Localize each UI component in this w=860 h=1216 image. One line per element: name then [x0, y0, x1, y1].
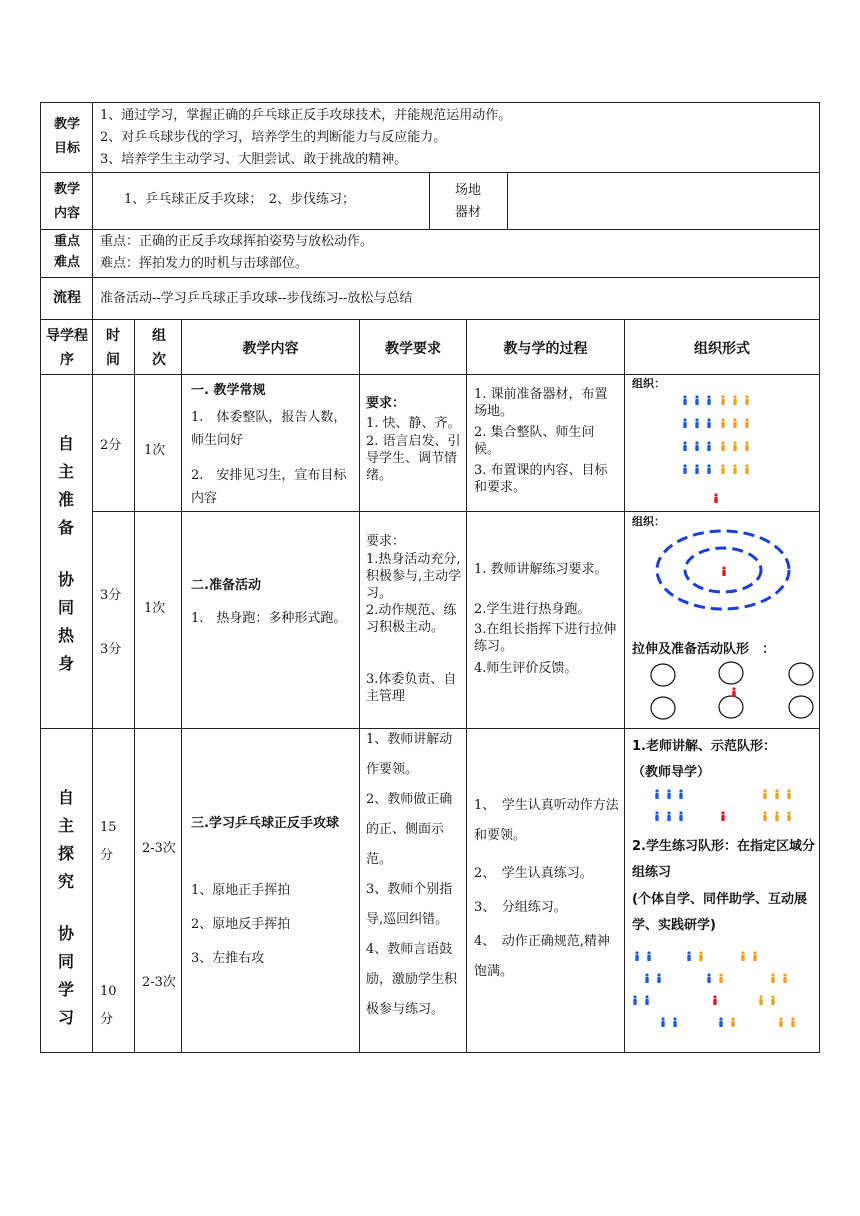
- student-blue-icon: [707, 395, 710, 405]
- student-orange-icon: [783, 973, 786, 983]
- stage1-row2-process-2: 2.学生进行热身跑。: [474, 602, 591, 617]
- stage1-program: 自主准备: [57, 434, 74, 537]
- student-orange-icon: [771, 973, 774, 983]
- stage1-row1-process-3: 3. 布置课的内容、目标和要求。: [474, 463, 608, 495]
- student-blue-icon: [673, 1017, 676, 1027]
- stage2-org2: 2.学生练习队形：在指定区域分组练习: [632, 839, 815, 880]
- stage2-item-2: 2、原地反手挥拍: [191, 917, 291, 932]
- venue-label: 场地器材: [455, 183, 482, 220]
- student-orange-icon: [721, 395, 724, 405]
- stage1-row2-process-4: 4.师生评价反馈。: [474, 661, 578, 676]
- student-blue-icon: [707, 418, 710, 428]
- stage2-org1: 1.老师讲解、示范队形：: [632, 739, 776, 754]
- stage1-row2-req-1: 1.热身活动充分,积极参与,主动学习。: [366, 552, 462, 601]
- flow-label: 流程: [53, 290, 81, 306]
- student-orange-icon: [719, 973, 722, 983]
- student-blue-icon: [719, 1017, 722, 1027]
- student-orange-icon: [733, 418, 736, 428]
- student-orange-icon: [759, 995, 762, 1005]
- student-blue-icon: [657, 973, 660, 983]
- stage1-row1-item1: 1. 体委整队，报告人数，师生问好: [191, 410, 347, 448]
- stage1-row1-req-title: 要求：: [366, 396, 406, 411]
- stage1-row1-item2: 2. 安排见习生，宣布目标内容: [191, 468, 347, 506]
- stage2-org3: (个体自学、同伴助学、互动展学、实践研学): [632, 892, 807, 933]
- stage1-row2-process-1: 1. 教师讲解练习要求。: [474, 562, 608, 577]
- student-blue-icon: [695, 441, 698, 451]
- difficulty-point: 难点：挥拍发力的时机与击球部位。: [100, 256, 309, 271]
- student-orange-icon: [787, 789, 790, 799]
- content-text: 1、乒乓球正反手攻球； 2、步伐练习；: [124, 192, 356, 207]
- stage1-row1-time: 2分: [100, 438, 122, 453]
- student-blue-icon: [707, 441, 710, 451]
- stage2-org1b: （教师导学）: [632, 765, 711, 780]
- stage2-item-1: 1、原地正手挥拍: [191, 883, 291, 898]
- stage1-row2-time2: 3分: [100, 642, 122, 657]
- stretch-group-circle: [651, 697, 675, 719]
- stage2-process-3: 3、 分组练习。: [474, 900, 567, 915]
- student-blue-icon: [707, 464, 710, 474]
- key-points-label: 重点难点: [53, 234, 80, 270]
- student-blue-icon: [667, 811, 670, 821]
- student-orange-icon: [733, 395, 736, 405]
- student-orange-icon: [787, 811, 790, 821]
- student-blue-icon: [679, 789, 682, 799]
- stage2-req-4: 4、教师言语鼓励，激励学生积极参与练习。: [366, 942, 458, 1017]
- stretch-formation-label: 拉伸及准备活动队形 ：: [632, 642, 776, 657]
- student-orange-icon: [745, 464, 748, 474]
- student-blue-icon: [661, 1017, 664, 1027]
- stage1-row1-process-2: 2. 集合整队、师生问候。: [474, 425, 595, 457]
- stretch-group-circle: [789, 696, 813, 718]
- stretch-group-circle: [651, 664, 675, 686]
- student-orange-icon: [763, 811, 766, 821]
- stage1-row1-title: 一. 教学常规: [191, 383, 266, 398]
- teacher-icon: [721, 811, 724, 821]
- stage2-time1: 15分: [100, 820, 117, 863]
- stage1-row2-title: 二.准备活动: [191, 578, 261, 593]
- stage1-row1-req-1: 1. 快、静、齐。: [366, 416, 461, 431]
- stage1-row1-sets: 1次: [144, 443, 166, 458]
- student-blue-icon: [683, 418, 686, 428]
- student-blue-icon: [683, 464, 686, 474]
- student-blue-icon: [687, 951, 690, 961]
- stage2-process-2: 2、 学生认真练习。: [474, 866, 593, 881]
- objective-1: 1、通过学习，掌握正确的乒乓球正反手攻球技术，并能规范运用动作。: [100, 108, 512, 123]
- flow-text: 准备活动--学习乒乓球正手攻球--步伐练习--放松与总结: [100, 291, 413, 306]
- header-program: 导学程序: [46, 328, 88, 368]
- student-orange-icon: [699, 951, 702, 961]
- student-blue-icon: [655, 811, 658, 821]
- student-blue-icon: [633, 995, 636, 1005]
- stage2-req-2: 2、教师做正确的正、侧面示范。: [366, 792, 453, 867]
- student-blue-icon: [655, 789, 658, 799]
- student-orange-icon: [733, 441, 736, 451]
- header-teaching-content: 教学内容: [242, 341, 299, 357]
- student-orange-icon: [779, 1017, 782, 1027]
- stage2-sets1: 2-3次: [142, 841, 176, 856]
- student-blue-icon: [695, 464, 698, 474]
- stage1-row2-time1: 3分: [100, 588, 122, 603]
- student-orange-icon: [753, 951, 756, 961]
- student-blue-icon: [683, 441, 686, 451]
- stage1-program2: 协同热身: [57, 570, 74, 673]
- teacher-icon: [713, 995, 716, 1005]
- student-orange-icon: [721, 441, 724, 451]
- teacher-icon: [714, 493, 717, 503]
- stage1-row2-req-title: 要求：: [366, 534, 406, 549]
- stretch-group-circle: [719, 696, 743, 718]
- content-label: 教学内容: [53, 182, 80, 221]
- student-blue-icon: [645, 973, 648, 983]
- stage1-row2-req-3: 3.体委负责、自主管理: [366, 672, 457, 704]
- teacher-icon: [732, 687, 735, 697]
- student-blue-icon: [695, 418, 698, 428]
- student-orange-icon: [721, 418, 724, 428]
- student-blue-icon: [635, 951, 638, 961]
- stretch-group-circle: [719, 662, 743, 684]
- stretch-group-circle: [789, 663, 813, 685]
- objective-3: 3、培养学生主动学习、大胆尝试、敢于挑战的精神。: [100, 152, 408, 167]
- objective-2: 2、对乒乓球步伐的学习，培养学生的判断能力与反应能力。: [100, 130, 447, 145]
- stage2-process-1: 1、 学生认真听动作方法和要领。: [474, 798, 619, 843]
- stage2-time2: 10分: [100, 984, 117, 1027]
- student-orange-icon: [745, 441, 748, 451]
- header-process: 教与学的过程: [503, 341, 588, 357]
- key-point: 重点：正确的正反手攻球挥拍姿势与放松动作。: [100, 234, 374, 249]
- stage2-title: 三.学习乒乓球正反手攻球: [191, 816, 339, 831]
- student-blue-icon: [645, 995, 648, 1005]
- student-orange-icon: [775, 789, 778, 799]
- formation-diagram-3: [625, 729, 819, 1052]
- stage1-row1-req-2: 2. 语言启发、引导学生、调节情绪。: [366, 434, 461, 483]
- student-orange-icon: [745, 418, 748, 428]
- student-blue-icon: [707, 973, 710, 983]
- student-blue-icon: [647, 951, 650, 961]
- header-sets: 组次: [152, 328, 166, 368]
- student-blue-icon: [679, 811, 682, 821]
- stage2-program2: 协同学习: [57, 924, 74, 1027]
- stage2-program: 自主探究: [57, 788, 74, 891]
- stage1-row1-org-label: 组织：: [632, 377, 665, 390]
- stage1-row2-sets: 1次: [144, 601, 166, 616]
- formation-diagram-2: [625, 512, 819, 728]
- header-organization: 组织形式: [694, 341, 750, 357]
- header-time: 时间: [106, 328, 120, 368]
- student-orange-icon: [775, 811, 778, 821]
- student-blue-icon: [667, 789, 670, 799]
- student-blue-icon: [695, 395, 698, 405]
- objectives-label: 教学目标: [53, 117, 80, 156]
- stage1-row2-req-2: 2.动作规范、练习积极主动。: [366, 603, 457, 635]
- formation-diagram-1: [625, 375, 819, 511]
- stage2-item-3: 3、左推右攻: [191, 951, 265, 966]
- student-orange-icon: [771, 995, 774, 1005]
- student-orange-icon: [791, 1017, 794, 1027]
- stage2-req-3: 3、教师个别指导,巡回纠错。: [366, 882, 453, 927]
- student-orange-icon: [731, 1017, 734, 1027]
- stage1-row2-org-label: 组织：: [632, 515, 665, 528]
- stage2-req-1: 1、教师讲解动作要领。: [366, 732, 453, 777]
- stage1-row2-process-3: 3.在组长指挥下进行拉伸练习。: [474, 622, 617, 654]
- teacher-icon: [722, 566, 725, 576]
- student-orange-icon: [741, 951, 744, 961]
- running-track-inner: [685, 548, 761, 592]
- student-orange-icon: [745, 395, 748, 405]
- stage1-row2-item: 1. 热身跑：多种形式跑。: [191, 611, 347, 626]
- stage2-sets2: 2-3次: [142, 975, 176, 990]
- student-orange-icon: [721, 464, 724, 474]
- student-blue-icon: [683, 395, 686, 405]
- stage2-process-4: 4、 动作正确规范,精神饱满。: [474, 934, 610, 979]
- student-orange-icon: [733, 464, 736, 474]
- running-track-outer: [657, 531, 789, 609]
- student-orange-icon: [763, 789, 766, 799]
- stage1-row1-process-1: 1. 课前准备器材，布置场地。: [474, 387, 608, 419]
- header-requirements: 教学要求: [385, 341, 441, 357]
